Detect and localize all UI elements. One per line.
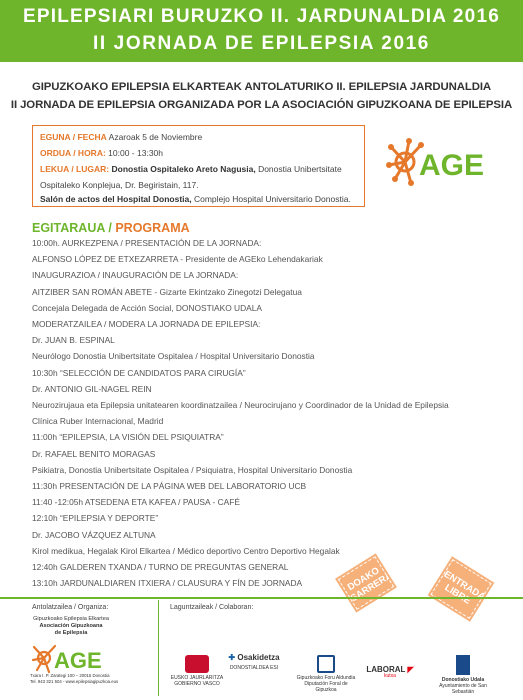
- heading-eu: GIPUZKOAKO EPILEPSIA ELKARTEAK ANTOLATURIKO II. EPILEPSIA JARDUNALDIA: [31, 81, 492, 93]
- program-line: Dr. ANTONIO GIL-NAGEL REIN: [32, 383, 152, 394]
- date-line: [40, 132, 202, 142]
- program-line: Dr. RAFAEL BENITO MORAGAS: [32, 448, 156, 459]
- program-line: ALFONSO LÓPEZ DE ETXEZARRETA - Presidente de AGEko Lehendakariak: [32, 254, 323, 265]
- banner-title-eu: EPILEPSIARI BURUZKO II. JARDUNALDIA 2016: [23, 6, 500, 27]
- gobierno-vasco-logo-icon: [185, 655, 209, 673]
- free-entry-stamp-es: ENTRADA LIBRE: [430, 559, 491, 619]
- program-title-eu: EGITARAUA: [32, 221, 105, 235]
- donostia-shield-icon: [456, 655, 470, 675]
- top-banner: [0, 0, 523, 62]
- date-label: EGUNA / FECHA: [40, 132, 107, 142]
- sponsor-donostia: Donostiako Udala Ayuntamiento de San Sebastián: [430, 655, 496, 695]
- place-rest-eu: Donostia Unibertsitate: [255, 164, 342, 174]
- place-line: [40, 164, 342, 174]
- heading-es: II JORNADA DE EPILEPSIA ORGANIZADA POR LA ASOCIACIÓN GIPUZKOANA DE EPILEPSIA: [10, 99, 513, 111]
- program-title-sep: /: [104, 221, 116, 235]
- program-line: Dr. JUAN B. ESPINAL: [32, 335, 115, 346]
- program-line: Dr. JACOBO VÁZQUEZ ALTUNA: [32, 529, 156, 540]
- free-entry-stamp-eu: DOAKO SARRERA: [338, 556, 394, 610]
- event-info-box: [32, 125, 365, 207]
- program-line: Psikiatra, Donostia Unibertsitate Ospitalea / Psiquiatra, Hospital Universitario Donostia: [32, 464, 353, 475]
- age-logo-footer: [30, 640, 130, 674]
- place-label: LEKUA / LUGAR:: [40, 164, 110, 174]
- time-value: 10:00 - 13:30h: [108, 148, 163, 158]
- program-line: AITZIBER SAN ROMÁN ABETE - Gizarte Ekintzako Zinegotzi Delegatua: [32, 286, 302, 297]
- program-line: 10:00h. AURKEZPENA / PRESENTACIÓN DE LA JORNADA:: [32, 238, 262, 248]
- date-value: Azaroak 5 de Noviembre: [108, 132, 203, 142]
- program-line: Clínica Ruber Internacional, Madrid: [32, 416, 164, 427]
- program-title-es: PROGRAMA: [115, 221, 190, 235]
- program-line: 11:00h “EPILEPSIA, LA VISIÓN DEL PSIQUIATRA”: [32, 432, 224, 443]
- sponsor-osakidetza: ✚ Osakidetza DONOSTIALDEA ESI: [220, 655, 288, 671]
- laboral-kutxa-logo-icon: LABORAL ◤: [366, 665, 414, 674]
- banner-title-es: II JORNADA DE EPILEPSIA 2016: [93, 33, 430, 54]
- program-line: 13:10h JARDUNALDIAREN ITXIERA / CLAUSURA Y FÍN DE JORNADA: [32, 578, 303, 589]
- program-line: 11:30h PRESENTACIÓN DE LA PÁGINA WEB DEL LABORATORIO UCB: [32, 481, 307, 491]
- organizer-name: Gipuzkoako Epilepsia Elkartea Asociación Gipuzkoana de Epilepsia: [33, 616, 109, 636]
- program-line: Kirol medikua, Hegalak Kirol Elkartea / Médico deportivo Centro Deportivo Hegalak: [32, 545, 340, 556]
- sponsor-gipuzkoa: Gipuzkoako Foru Aldundia Diputación Foral de Gipuzkoa: [296, 655, 356, 693]
- program-line: 12:10h “EPILEPSIA Y DEPORTE”: [32, 513, 159, 524]
- organizer-address: Txara I. P. Zarategi 100 – 20015 Donostia Tel. 943 321 504 - www.epilepsiagipuzkoa.eus: [30, 673, 119, 684]
- place-line-es: [40, 194, 351, 204]
- program-line: 11:40 -12:05h ATSEDENA ETA KAFEA / PAUSA - CAFÉ: [32, 497, 240, 508]
- age-logo: [385, 135, 495, 190]
- time-label: ORDUA / HORA:: [40, 148, 106, 158]
- program-line: 12:40h GALDEREN TXANDA / TURNO DE PREGUNTAS GENERAL: [32, 562, 289, 572]
- logo-text: AGE: [419, 149, 485, 182]
- program-line: 10:30h “SELECCIÓN DE CANDIDATOS PARA CIRUGÍA”: [32, 367, 246, 378]
- place-name-es: Salón de actos del Hospital Donostia,: [40, 194, 192, 204]
- program-line: Concejala Delegada de Acción Social, DONOSTIAKO UDALA: [32, 302, 262, 313]
- organizer-label: Antolatzailea / Organiza:: [32, 604, 109, 611]
- svg-text:AGE: AGE: [54, 648, 102, 673]
- program-line: INAUGURAZIOA / INAUGURACIÓN DE LA JORNADA:: [32, 270, 239, 281]
- sponsor-laboral-kutxa: LABORAL ◤ kutxa: [362, 655, 418, 679]
- place-address: Ospitaleko Konplejua, Dr. Begiristain, 117.: [40, 180, 199, 190]
- program-title: [32, 221, 190, 235]
- sponsor-gobierno-vasco: EUSKO JAURLARITZA GOBIERNO VASCO: [168, 655, 226, 687]
- program-line: Neurozirujaua eta Epilepsia unitatearen koordinatzailea / Neurocirujano y Coordinador de la Unidad de Epilepsia: [32, 400, 449, 410]
- place-rest-es: Complejo Hospital Universitario Donostia.: [191, 194, 351, 204]
- gipuzkoa-logo-icon: [317, 655, 335, 673]
- collaborators-label: Laguntzaileak / Colaboran:: [170, 604, 254, 611]
- osakidetza-logo-icon: ✚ Osakidetza: [228, 653, 280, 662]
- program-line: Neurólogo Donostia Unibertsitate Ospitalea / Hospital Universitario Donostia: [32, 351, 315, 362]
- time-line: [40, 148, 163, 158]
- program-line: MODERATZAILEA / MODERA LA JORNADA DE EPILEPSIA:: [32, 319, 261, 329]
- footer-divider: [158, 600, 159, 696]
- place-name-eu: Donostia Ospitaleko Areto Nagusia,: [111, 164, 256, 174]
